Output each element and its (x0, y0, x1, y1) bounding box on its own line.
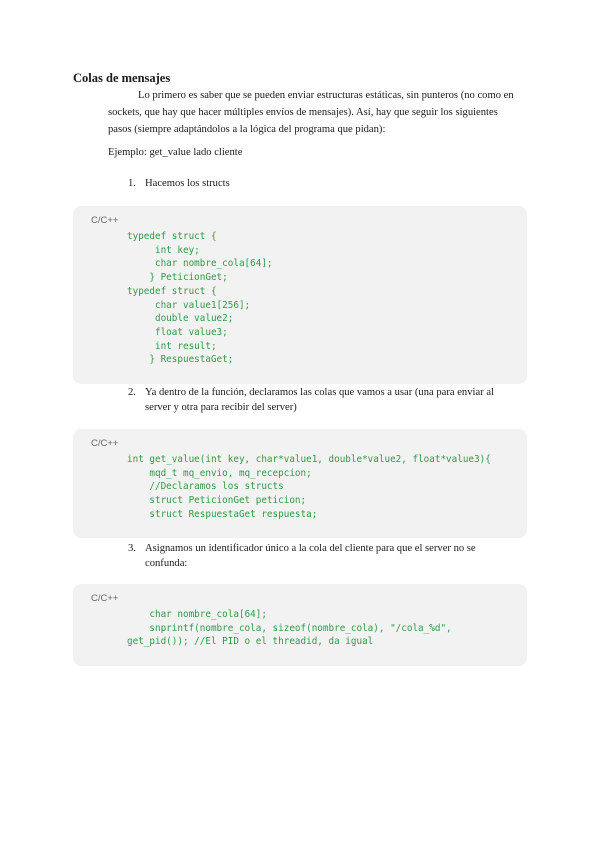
step-number: 1. (128, 178, 136, 189)
code-block (73, 584, 527, 666)
intro-paragraph: Lo primero es saber que se pueden enviar estructuras estáticas, sin punteros (no como en sockets, que hay que hacer múltiples envíos de mensajes). Así, hay que seguir los siguientes pasos (siempre adaptándolos a la lógica del programa que pidan): (108, 90, 514, 135)
code-language-label: C/C++ (91, 215, 119, 226)
code-block (73, 429, 527, 538)
code-block (73, 206, 527, 384)
code-content: typedef struct { int key; char nombre_cola[64]; } PeticionGet; typedef struct { char value1[256]; double value2; float value3; int result; } RespuestaGet; (127, 231, 273, 366)
code-content: char nombre_cola[64]; snprintf(nombre_cola, sizeof(nombre_cola), "/cola_%d", get_pid()); //El PID o el threadid, da igual (127, 609, 452, 648)
code-language-label: C/C++ (91, 438, 119, 449)
example-label: Ejemplo: get_value lado cliente (108, 147, 243, 158)
step-text: Ya dentro de la función, declaramos las colas que vamos a usar (una para enviar al server y otra para recibir del server) (145, 387, 494, 413)
code-content: int get_value(int key, char*value1, double*value2, float*value3){ mqd_t mq_envio, mq_recepcion; //Declaramos los structs struct PeticionGet peticion; struct RespuestaGet respuesta; (127, 454, 491, 520)
step-text: Asignamos un identificador único a la cola del cliente para que el server no se confunda: (145, 543, 476, 569)
section-heading: Colas de mensajes (73, 71, 171, 85)
step-item (128, 385, 515, 415)
step-item (128, 176, 515, 191)
step-number: 3. (128, 543, 136, 554)
step-number: 2. (128, 387, 136, 398)
code-language-label: C/C++ (91, 593, 119, 604)
step-item (128, 541, 515, 571)
step-text: Hacemos los structs (145, 178, 230, 189)
